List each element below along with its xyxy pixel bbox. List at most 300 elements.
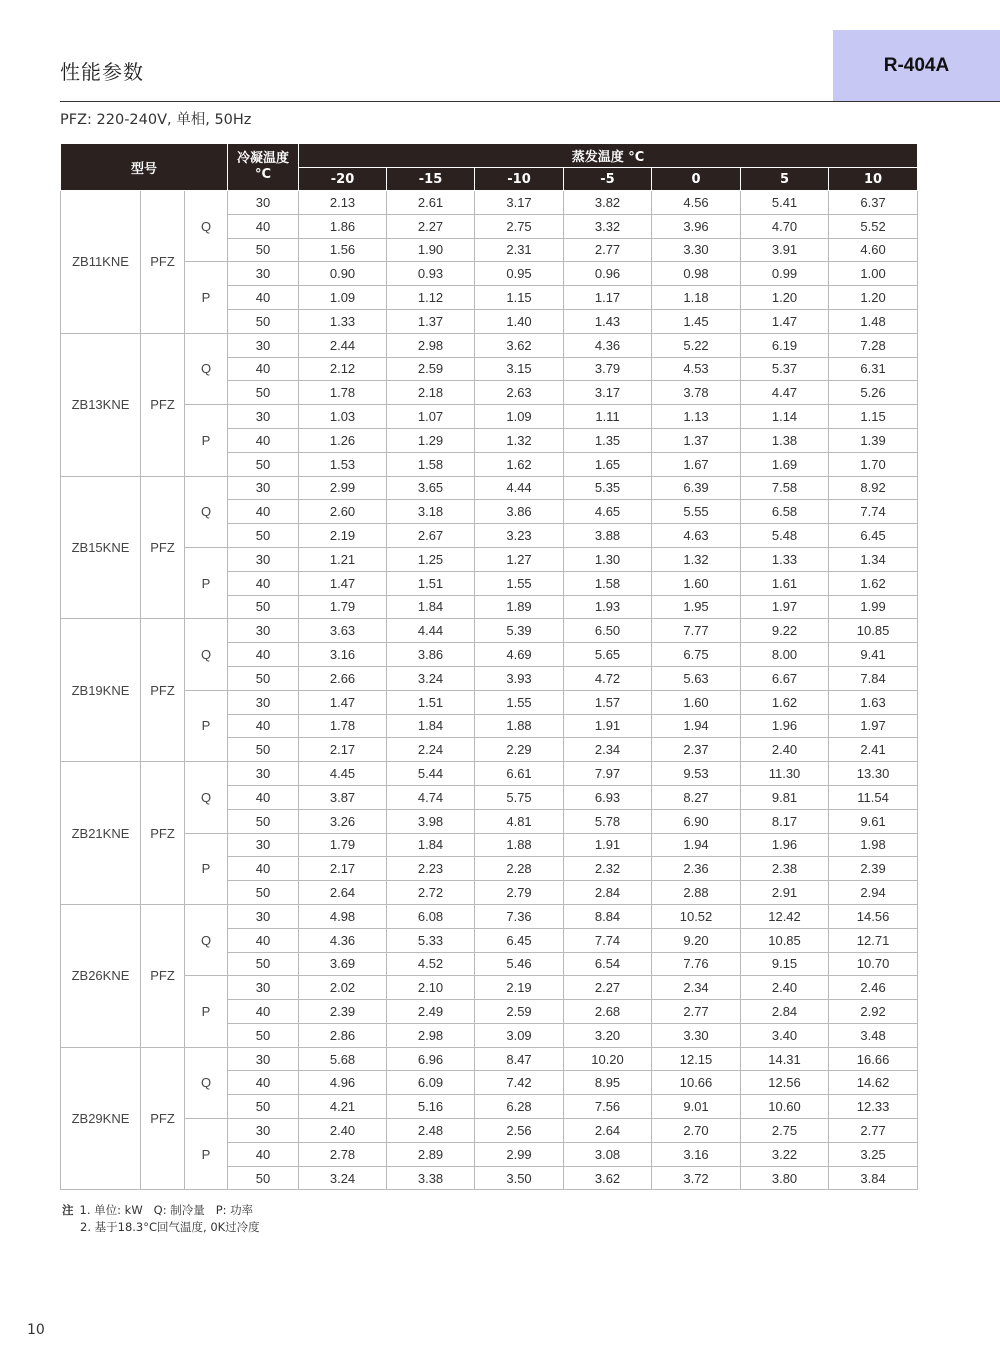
value-cell: 2.75	[741, 1119, 829, 1143]
value-cell: 0.95	[475, 262, 564, 286]
value-cell: 3.72	[652, 1166, 741, 1190]
value-cell: 2.19	[475, 976, 564, 1000]
value-cell: 5.65	[564, 643, 652, 667]
value-cell: 10.60	[741, 1095, 829, 1119]
value-cell: 4.96	[299, 1071, 387, 1095]
value-cell: 3.18	[387, 500, 475, 524]
model-series: PFZ	[141, 619, 185, 762]
value-cell: 1.56	[299, 238, 387, 262]
value-cell: 2.59	[475, 1000, 564, 1024]
value-cell: 4.60	[829, 238, 918, 262]
value-cell: 11.30	[741, 762, 829, 786]
value-cell: 1.61	[741, 571, 829, 595]
value-cell: 2.91	[741, 881, 829, 905]
value-cell: 6.93	[564, 785, 652, 809]
header-divider	[60, 101, 1000, 102]
value-cell: 1.67	[652, 452, 741, 476]
condensing-temp-cell: 40	[228, 785, 299, 809]
value-cell: 2.68	[564, 1000, 652, 1024]
value-cell: 3.08	[564, 1142, 652, 1166]
condensing-temp-cell: 30	[228, 619, 299, 643]
power-group-label: P	[185, 262, 228, 333]
power-group-label: P	[185, 690, 228, 761]
value-cell: 5.37	[741, 357, 829, 381]
value-cell: 2.24	[387, 738, 475, 762]
value-cell: 1.62	[741, 690, 829, 714]
value-cell: 2.40	[741, 738, 829, 762]
value-cell: 1.60	[652, 571, 741, 595]
model-name: ZB21KNE	[61, 762, 141, 905]
value-cell: 6.67	[741, 666, 829, 690]
value-cell: 1.09	[299, 286, 387, 310]
value-cell: 4.69	[475, 643, 564, 667]
value-cell: 3.26	[299, 809, 387, 833]
value-cell: 6.75	[652, 643, 741, 667]
value-cell: 5.68	[299, 1047, 387, 1071]
value-cell: 3.32	[564, 214, 652, 238]
notes-label: 注	[62, 1203, 74, 1217]
value-cell: 16.66	[829, 1047, 918, 1071]
value-cell: 7.77	[652, 619, 741, 643]
value-cell: 8.27	[652, 785, 741, 809]
condensing-temp-cell: 40	[228, 643, 299, 667]
value-cell: 9.15	[741, 952, 829, 976]
value-cell: 1.58	[564, 571, 652, 595]
value-cell: 9.81	[741, 785, 829, 809]
value-cell: 4.47	[741, 381, 829, 405]
value-cell: 2.79	[475, 881, 564, 905]
value-cell: 5.48	[741, 524, 829, 548]
value-cell: 7.74	[829, 500, 918, 524]
value-cell: 2.41	[829, 738, 918, 762]
value-cell: 2.86	[299, 1023, 387, 1047]
value-cell: 12.15	[652, 1047, 741, 1071]
capacity-group-label: Q	[185, 904, 228, 975]
value-cell: 4.36	[564, 333, 652, 357]
table-row	[61, 619, 918, 643]
value-cell: 4.56	[652, 191, 741, 215]
value-cell: 1.11	[564, 405, 652, 429]
value-cell: 2.75	[475, 214, 564, 238]
value-cell: 5.52	[829, 214, 918, 238]
value-cell: 2.32	[564, 857, 652, 881]
value-cell: 6.31	[829, 357, 918, 381]
value-cell: 10.85	[829, 619, 918, 643]
model-series: PFZ	[141, 904, 185, 1047]
value-cell: 7.42	[475, 1071, 564, 1095]
value-cell: 2.59	[387, 357, 475, 381]
value-cell: 1.60	[652, 690, 741, 714]
value-cell: 8.17	[741, 809, 829, 833]
performance-table	[60, 143, 918, 1190]
value-cell: 6.45	[829, 524, 918, 548]
value-cell: 3.20	[564, 1023, 652, 1047]
value-cell: 1.58	[387, 452, 475, 476]
value-cell: 1.45	[652, 309, 741, 333]
condensing-temp-cell: 50	[228, 666, 299, 690]
value-cell: 4.74	[387, 785, 475, 809]
condensing-temp-cell: 40	[228, 928, 299, 952]
value-cell: 1.51	[387, 571, 475, 595]
condensing-temp-cell: 30	[228, 904, 299, 928]
condensing-temp-cell: 40	[228, 714, 299, 738]
capacity-group-label: Q	[185, 1047, 228, 1118]
value-cell: 1.38	[741, 428, 829, 452]
value-cell: 2.17	[299, 857, 387, 881]
value-cell: 6.37	[829, 191, 918, 215]
table-row	[61, 762, 918, 786]
value-cell: 4.72	[564, 666, 652, 690]
table-row	[61, 476, 918, 500]
value-cell: 3.87	[299, 785, 387, 809]
table-row	[61, 904, 918, 928]
value-cell: 1.21	[299, 547, 387, 571]
evap-temp-col-header: -5	[564, 168, 652, 191]
value-cell: 2.89	[387, 1142, 475, 1166]
condensing-temp-cell: 50	[228, 1095, 299, 1119]
value-cell: 2.63	[475, 381, 564, 405]
value-cell: 2.39	[829, 857, 918, 881]
value-cell: 3.80	[741, 1166, 829, 1190]
evap-temp-col-header: 10	[829, 168, 918, 191]
value-cell: 4.52	[387, 952, 475, 976]
value-cell: 2.40	[299, 1119, 387, 1143]
page-title: 性能参数	[60, 60, 144, 84]
value-cell: 3.17	[475, 191, 564, 215]
power-supply-subtitle: PFZ: 220-240V, 单相, 50Hz	[60, 112, 252, 128]
capacity-group-label: Q	[185, 619, 228, 690]
value-cell: 5.55	[652, 500, 741, 524]
value-cell: 3.23	[475, 524, 564, 548]
condensing-temp-cell: 30	[228, 262, 299, 286]
value-cell: 3.25	[829, 1142, 918, 1166]
value-cell: 5.26	[829, 381, 918, 405]
value-cell: 4.21	[299, 1095, 387, 1119]
value-cell: 4.44	[475, 476, 564, 500]
evap-temp-col-header: -15	[387, 168, 475, 191]
value-cell: 3.62	[475, 333, 564, 357]
value-cell: 7.74	[564, 928, 652, 952]
evap-temp-col-header: 5	[741, 168, 829, 191]
table-row	[61, 333, 918, 357]
value-cell: 7.97	[564, 762, 652, 786]
table-row	[61, 833, 918, 857]
value-cell: 2.13	[299, 191, 387, 215]
value-cell: 9.53	[652, 762, 741, 786]
value-cell: 1.78	[299, 714, 387, 738]
value-cell: 2.39	[299, 1000, 387, 1024]
value-cell: 8.00	[741, 643, 829, 667]
value-cell: 1.43	[564, 309, 652, 333]
value-cell: 2.77	[829, 1119, 918, 1143]
value-cell: 12.33	[829, 1095, 918, 1119]
model-series: PFZ	[141, 762, 185, 905]
value-cell: 8.92	[829, 476, 918, 500]
value-cell: 1.12	[387, 286, 475, 310]
condensing-temp-cell: 40	[228, 428, 299, 452]
value-cell: 2.60	[299, 500, 387, 524]
value-cell: 3.86	[387, 643, 475, 667]
model-series: PFZ	[141, 333, 185, 476]
value-cell: 4.53	[652, 357, 741, 381]
value-cell: 7.58	[741, 476, 829, 500]
value-cell: 10.70	[829, 952, 918, 976]
value-cell: 2.66	[299, 666, 387, 690]
capacity-group-label: Q	[185, 476, 228, 547]
value-cell: 1.53	[299, 452, 387, 476]
value-cell: 5.75	[475, 785, 564, 809]
value-cell: 3.98	[387, 809, 475, 833]
value-cell: 5.63	[652, 666, 741, 690]
condensing-temp-cell: 30	[228, 405, 299, 429]
value-cell: 2.88	[652, 881, 741, 905]
value-cell: 4.70	[741, 214, 829, 238]
capacity-group-label: Q	[185, 191, 228, 262]
value-cell: 2.12	[299, 357, 387, 381]
value-cell: 10.20	[564, 1047, 652, 1071]
condensing-temp-cell: 40	[228, 1071, 299, 1095]
value-cell: 6.90	[652, 809, 741, 833]
value-cell: 2.48	[387, 1119, 475, 1143]
value-cell: 12.71	[829, 928, 918, 952]
value-cell: 3.91	[741, 238, 829, 262]
note-line-2: 2. 基于18.3°C回气温度, 0K过冷度	[80, 1220, 260, 1234]
value-cell: 2.40	[741, 976, 829, 1000]
value-cell: 4.98	[299, 904, 387, 928]
value-cell: 8.84	[564, 904, 652, 928]
value-cell: 7.36	[475, 904, 564, 928]
condensing-temp-cell: 30	[228, 690, 299, 714]
value-cell: 9.20	[652, 928, 741, 952]
refrigerant-tab	[833, 30, 1000, 102]
table-row	[61, 547, 918, 571]
value-cell: 5.35	[564, 476, 652, 500]
value-cell: 9.22	[741, 619, 829, 643]
value-cell: 1.32	[652, 547, 741, 571]
value-cell: 2.38	[741, 857, 829, 881]
value-cell: 0.93	[387, 262, 475, 286]
value-cell: 1.47	[741, 309, 829, 333]
value-cell: 2.84	[741, 1000, 829, 1024]
value-cell: 1.78	[299, 381, 387, 405]
value-cell: 1.07	[387, 405, 475, 429]
value-cell: 2.56	[475, 1119, 564, 1143]
condensing-temp-label: 冷凝温度 °C	[237, 151, 290, 182]
value-cell: 1.13	[652, 405, 741, 429]
value-cell: 6.08	[387, 904, 475, 928]
condensing-temp-cell: 30	[228, 833, 299, 857]
model-name: ZB11KNE	[61, 191, 141, 334]
value-cell: 5.46	[475, 952, 564, 976]
value-cell: 7.28	[829, 333, 918, 357]
condensing-temp-cell: 30	[228, 1119, 299, 1143]
value-cell: 12.56	[741, 1071, 829, 1095]
capacity-group-label: Q	[185, 762, 228, 833]
evap-temp-col-header: -10	[475, 168, 564, 191]
value-cell: 1.89	[475, 595, 564, 619]
value-cell: 2.10	[387, 976, 475, 1000]
value-cell: 1.39	[829, 428, 918, 452]
value-cell: 2.72	[387, 881, 475, 905]
value-cell: 3.65	[387, 476, 475, 500]
value-cell: 1.93	[564, 595, 652, 619]
condensing-temp-cell: 30	[228, 547, 299, 571]
value-cell: 5.39	[475, 619, 564, 643]
value-cell: 3.24	[299, 1166, 387, 1190]
value-cell: 1.40	[475, 309, 564, 333]
evap-temp-col-header: -20	[299, 168, 387, 191]
value-cell: 1.15	[475, 286, 564, 310]
model-series: PFZ	[141, 191, 185, 334]
value-cell: 2.27	[387, 214, 475, 238]
value-cell: 1.30	[564, 547, 652, 571]
value-cell: 1.65	[564, 452, 652, 476]
value-cell: 3.24	[387, 666, 475, 690]
value-cell: 1.34	[829, 547, 918, 571]
value-cell: 1.00	[829, 262, 918, 286]
value-cell: 2.67	[387, 524, 475, 548]
value-cell: 6.61	[475, 762, 564, 786]
condensing-temp-cell: 30	[228, 976, 299, 1000]
value-cell: 3.96	[652, 214, 741, 238]
condensing-temp-cell: 50	[228, 952, 299, 976]
value-cell: 1.20	[829, 286, 918, 310]
value-cell: 2.92	[829, 1000, 918, 1024]
value-cell: 2.27	[564, 976, 652, 1000]
value-cell: 3.50	[475, 1166, 564, 1190]
value-cell: 0.90	[299, 262, 387, 286]
condensing-temp-cell: 40	[228, 1000, 299, 1024]
value-cell: 1.62	[829, 571, 918, 595]
value-cell: 3.84	[829, 1166, 918, 1190]
value-cell: 1.97	[741, 595, 829, 619]
value-cell: 3.62	[564, 1166, 652, 1190]
value-cell: 4.81	[475, 809, 564, 833]
value-cell: 1.96	[741, 833, 829, 857]
table-body	[61, 191, 918, 1190]
value-cell: 6.39	[652, 476, 741, 500]
value-cell: 1.91	[564, 833, 652, 857]
condensing-temp-cell: 50	[228, 881, 299, 905]
condensing-temp-cell: 40	[228, 214, 299, 238]
value-cell: 3.16	[299, 643, 387, 667]
condensing-temp-cell: 30	[228, 333, 299, 357]
value-cell: 12.42	[741, 904, 829, 928]
value-cell: 2.36	[652, 857, 741, 881]
value-cell: 2.64	[564, 1119, 652, 1143]
value-cell: 1.25	[387, 547, 475, 571]
value-cell: 1.33	[741, 547, 829, 571]
condensing-temp-cell: 30	[228, 476, 299, 500]
condensing-temp-cell: 30	[228, 191, 299, 215]
value-cell: 1.14	[741, 405, 829, 429]
value-cell: 2.49	[387, 1000, 475, 1024]
condensing-temp-cell: 50	[228, 1023, 299, 1047]
value-cell: 1.86	[299, 214, 387, 238]
value-cell: 10.66	[652, 1071, 741, 1095]
table-row	[61, 1119, 918, 1143]
power-group-label: P	[185, 1119, 228, 1190]
value-cell: 3.09	[475, 1023, 564, 1047]
model-header: 型号	[61, 144, 228, 191]
value-cell: 5.44	[387, 762, 475, 786]
model-name: ZB19KNE	[61, 619, 141, 762]
capacity-group-label: Q	[185, 333, 228, 404]
page-number: 10	[27, 1322, 45, 1338]
value-cell: 1.55	[475, 571, 564, 595]
value-cell: 1.97	[829, 714, 918, 738]
condensing-temp-cell: 50	[228, 381, 299, 405]
note-line-1: 1. 单位: kW Q: 制冷量 P: 功率	[79, 1203, 254, 1217]
condensing-temp-cell: 30	[228, 1047, 299, 1071]
condensing-temp-cell: 40	[228, 286, 299, 310]
model-series: PFZ	[141, 1047, 185, 1190]
condensing-temp-cell: 50	[228, 1166, 299, 1190]
value-cell: 3.63	[299, 619, 387, 643]
value-cell: 1.15	[829, 405, 918, 429]
value-cell: 5.16	[387, 1095, 475, 1119]
model-name: ZB26KNE	[61, 904, 141, 1047]
value-cell: 2.29	[475, 738, 564, 762]
power-group-label: P	[185, 405, 228, 476]
value-cell: 2.98	[387, 1023, 475, 1047]
value-cell: 1.35	[564, 428, 652, 452]
value-cell: 1.26	[299, 428, 387, 452]
footnotes	[62, 1202, 260, 1236]
value-cell: 2.34	[564, 738, 652, 762]
value-cell: 7.56	[564, 1095, 652, 1119]
value-cell: 1.88	[475, 714, 564, 738]
value-cell: 4.45	[299, 762, 387, 786]
model-series: PFZ	[141, 476, 185, 619]
value-cell: 11.54	[829, 785, 918, 809]
value-cell: 4.63	[652, 524, 741, 548]
value-cell: 3.40	[741, 1023, 829, 1047]
condensing-temp-cell: 50	[228, 595, 299, 619]
value-cell: 1.69	[741, 452, 829, 476]
value-cell: 5.41	[741, 191, 829, 215]
value-cell: 1.70	[829, 452, 918, 476]
value-cell: 2.94	[829, 881, 918, 905]
value-cell: 9.41	[829, 643, 918, 667]
model-name: ZB13KNE	[61, 333, 141, 476]
value-cell: 1.33	[299, 309, 387, 333]
value-cell: 1.32	[475, 428, 564, 452]
value-cell: 1.79	[299, 595, 387, 619]
value-cell: 3.30	[652, 1023, 741, 1047]
value-cell: 2.78	[299, 1142, 387, 1166]
value-cell: 5.78	[564, 809, 652, 833]
condensing-temp-cell: 50	[228, 809, 299, 833]
value-cell: 3.48	[829, 1023, 918, 1047]
value-cell: 0.96	[564, 262, 652, 286]
value-cell: 6.45	[475, 928, 564, 952]
value-cell: 2.84	[564, 881, 652, 905]
model-name: ZB29KNE	[61, 1047, 141, 1190]
value-cell: 2.37	[652, 738, 741, 762]
condensing-temp-cell: 50	[228, 309, 299, 333]
value-cell: 13.30	[829, 762, 918, 786]
value-cell: 1.95	[652, 595, 741, 619]
evap-temp-col-header: 0	[652, 168, 741, 191]
power-group-label: P	[185, 547, 228, 618]
value-cell: 3.86	[475, 500, 564, 524]
refrigerant-label: R-404A	[883, 55, 950, 76]
table-row	[61, 262, 918, 286]
value-cell: 10.52	[652, 904, 741, 928]
value-cell: 1.47	[299, 571, 387, 595]
value-cell: 6.58	[741, 500, 829, 524]
